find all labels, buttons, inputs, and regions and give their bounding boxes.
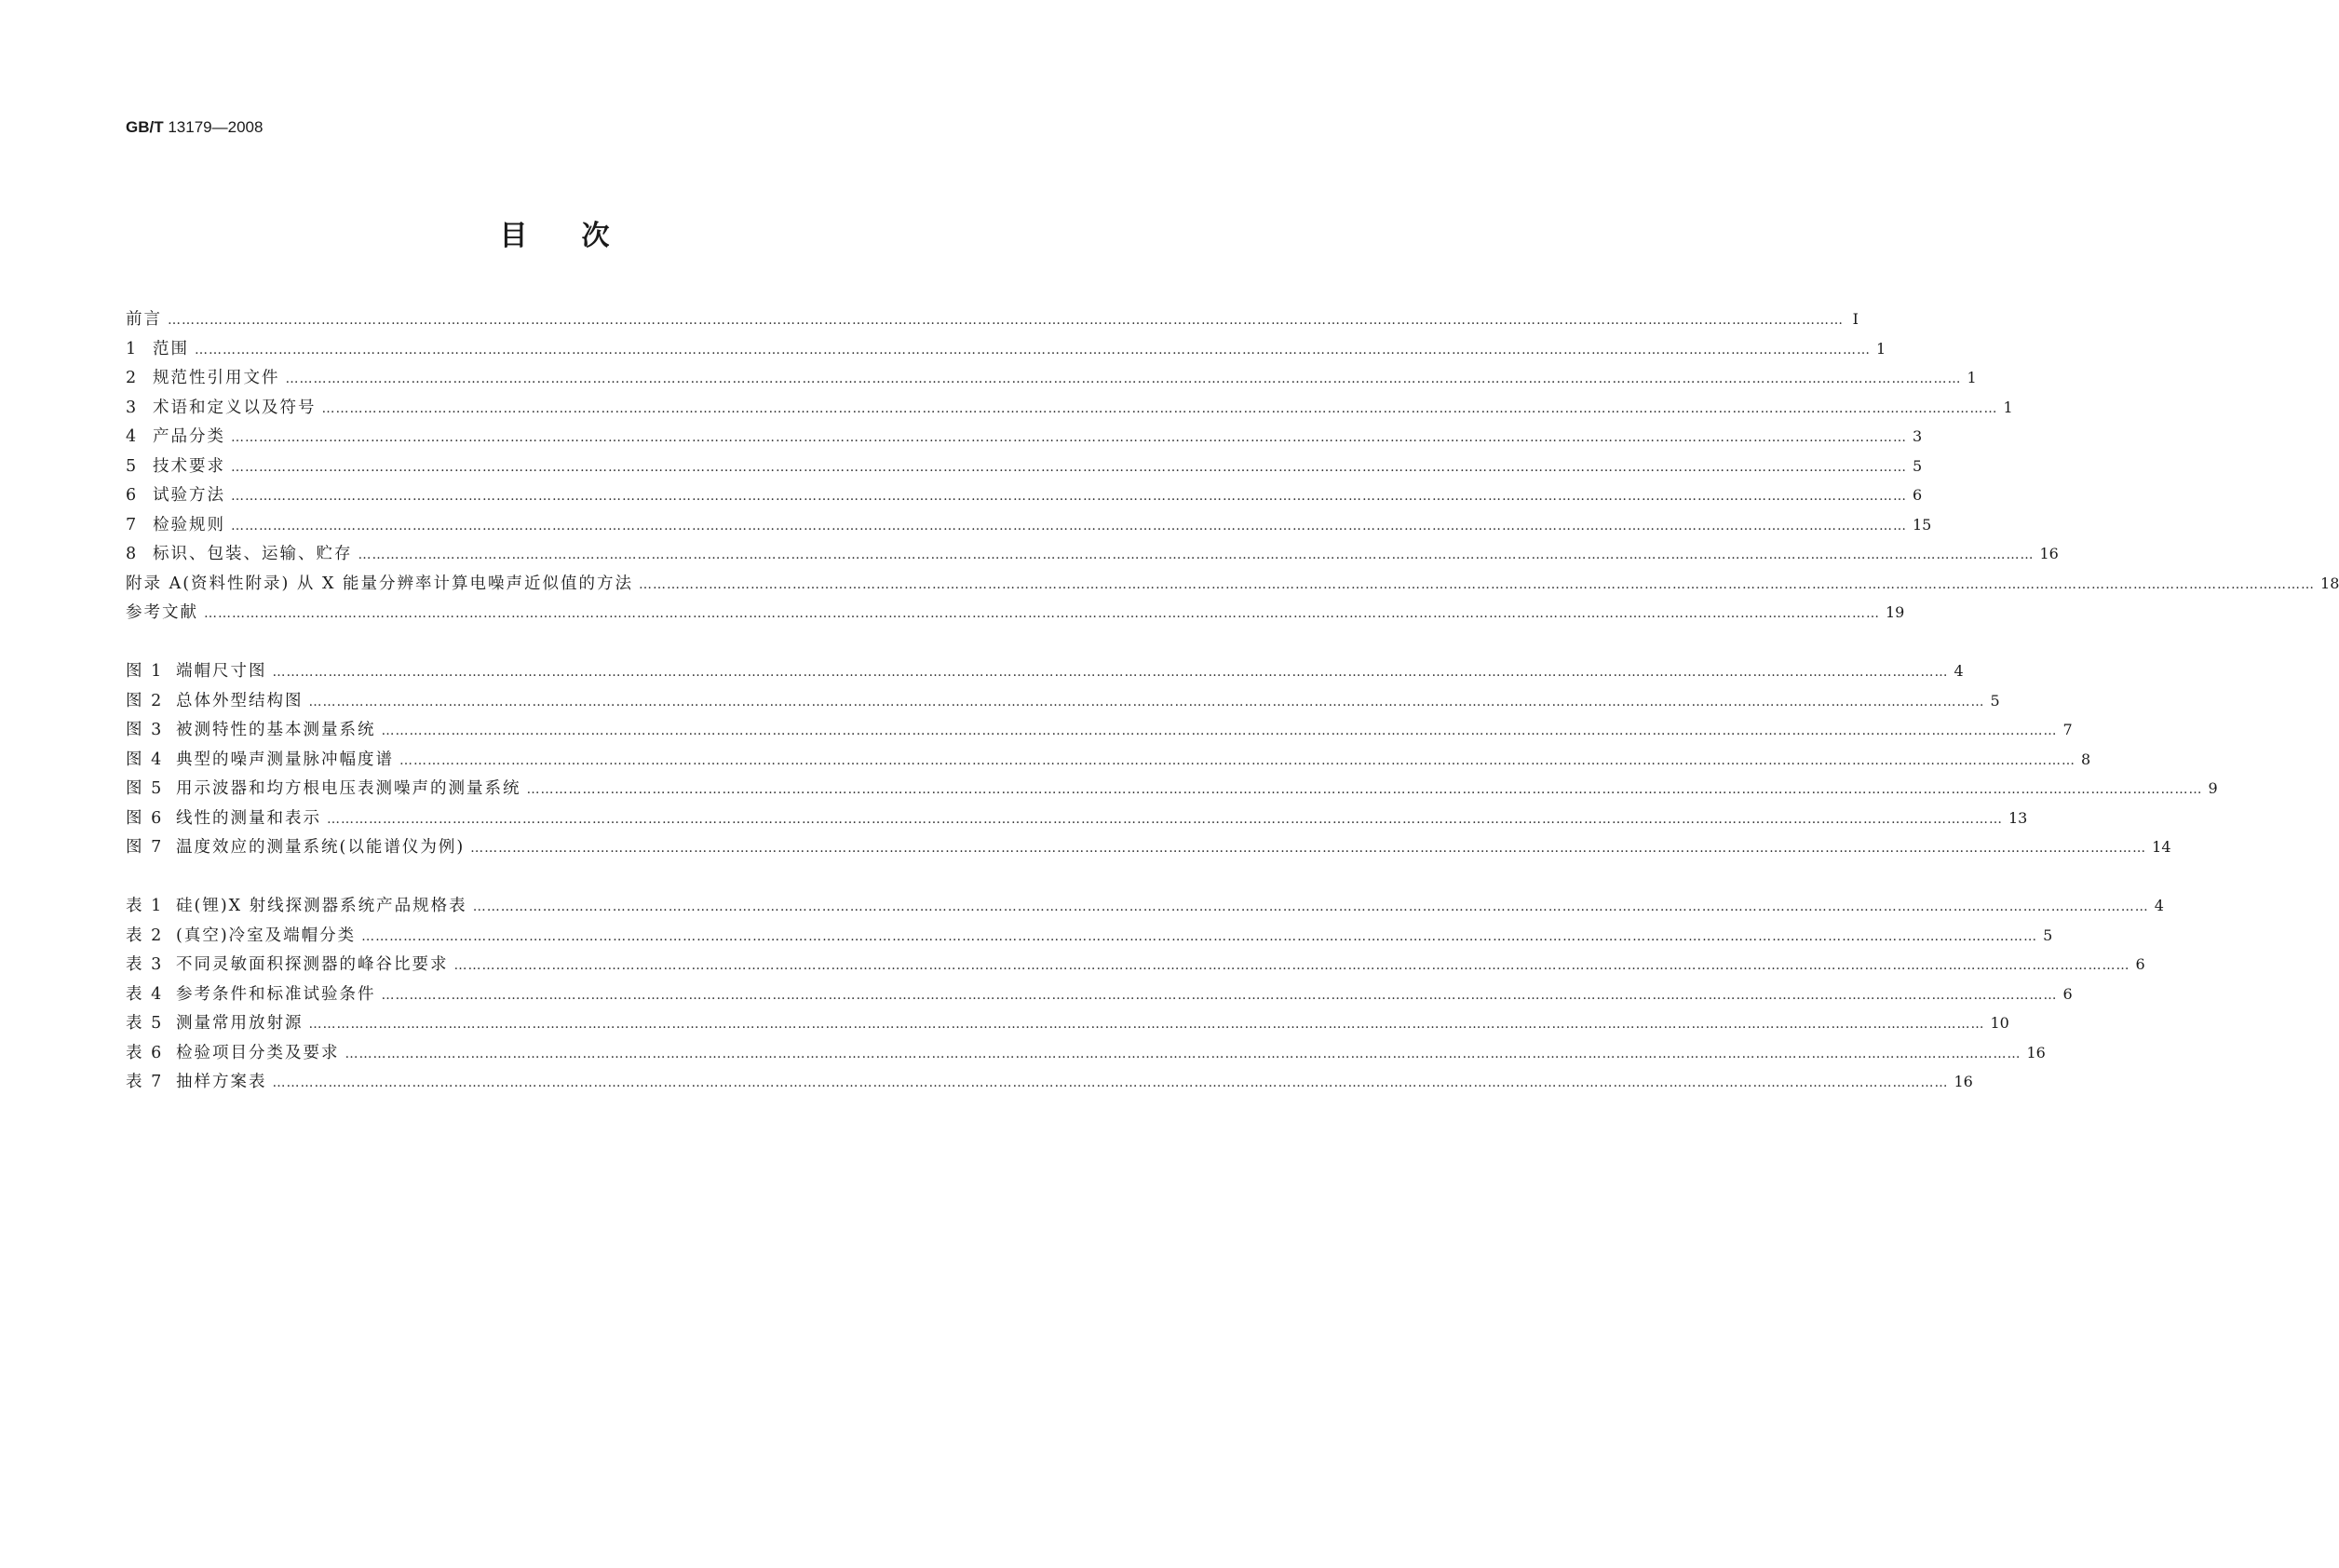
dot-leader: ……………………………………………………………………………………………………………………………………………………………………………………………………………………………………………………………………………………………………………………………… [195, 342, 1871, 358]
toc-entry[interactable] [126, 980, 2073, 1009]
toc-entry[interactable] [126, 656, 1964, 686]
toc-entry-title: 线性的测量和表示 [176, 808, 321, 828]
dot-leader: ……………………………………………………………………………………………………………………………………………………………………………………………………………………………………………………………………………………………………………………………… [168, 313, 1844, 328]
toc-entry-label [126, 804, 321, 834]
toc-entry-title: 参考文献 [126, 603, 198, 622]
toc-entry-number: 表 2 [126, 926, 164, 945]
toc-entry-title: 标识、包装、运输、贮存 [153, 545, 353, 563]
standard-year-number: 13179—2008 [168, 118, 264, 136]
dot-leader: ……………………………………………………………………………………………………………………………………………………………………………………………………………………………………………………………………………………………………………………………… [308, 1017, 1985, 1032]
toc-entry-label [126, 922, 356, 952]
toc-entry-title: 检验项目分类及要求 [176, 1043, 340, 1062]
toc-entry-number: 图 6 [126, 808, 164, 828]
toc-entry-title: 端帽尺寸图 [176, 662, 267, 681]
dot-leader: ……………………………………………………………………………………………………………………………………………………………………………………………………………………………………………………………………………………………………………………………… [204, 606, 1880, 621]
toc-entry-page: 3 [1913, 427, 1923, 445]
dot-leader: ……………………………………………………………………………………………………………………………………………………………………………………………………………………………………………………………………………………………………………………………… [327, 811, 2003, 827]
toc-entry[interactable] [126, 452, 1923, 481]
toc-entry-title: (真空)冷室及端帽分类 [176, 926, 357, 945]
toc-entry-label [126, 746, 394, 776]
toc-entry-title: 抽样方案表 [176, 1073, 267, 1091]
toc-entry-page: 6 [2135, 955, 2145, 973]
dot-leader: ……………………………………………………………………………………………………………………………………………………………………………………………………………………………………………………………………………………………………………………………… [639, 576, 2316, 592]
toc-entry-label [126, 1009, 304, 1039]
toc-entry-number: 图 3 [126, 721, 164, 739]
toc-entry[interactable] [126, 921, 2053, 951]
dot-leader: ……………………………………………………………………………………………………………………………………………………………………………………………………………………………………………………………………………………………………………………………… [321, 400, 1998, 416]
toc-entry-page: 10 [1990, 1014, 2009, 1032]
toc-entry-title: 硅(锂)X 射线探测器系统产品规格表 [176, 897, 467, 915]
toc-entry[interactable] [126, 1038, 2046, 1068]
toc-entry-page: 6 [1913, 486, 1923, 504]
toc-entry-page: 5 [2043, 926, 2053, 944]
toc-entry-number: 表 4 [126, 984, 164, 1004]
dot-leader: ……………………………………………………………………………………………………………………………………………………………………………………………………………………………………………………………………………………………………………………………… [231, 430, 1907, 445]
dot-leader: ……………………………………………………………………………………………………………………………………………………………………………………………………………………………………………………………………………………………………………………………… [526, 782, 2203, 797]
dot-leader: ……………………………………………………………………………………………………………………………………………………………………………………………………………………………………………………………………………………………………………………………… [272, 1075, 1949, 1090]
toc-entry-number: 7 [126, 515, 139, 534]
dot-leader: ……………………………………………………………………………………………………………………………………………………………………………………………………………………………………………………………………………………………………………………………… [361, 928, 2038, 944]
toc-figures-section [126, 656, 2218, 862]
toc-entry-page: 14 [2152, 838, 2171, 856]
toc-entry-number: 图 5 [126, 779, 164, 798]
toc-entry-label [126, 364, 280, 394]
toc-entry-number: 图 1 [126, 662, 164, 681]
toc-entry-title: 产品分类 [153, 427, 225, 446]
toc-entry-label [126, 481, 225, 511]
toc-entry-page: 8 [2081, 750, 2091, 768]
toc-entry-page: 9 [2208, 779, 2218, 797]
toc-entry-label [126, 335, 189, 365]
toc-entry-label [126, 599, 198, 629]
toc-entry-title: 规范性引用文件 [153, 369, 280, 387]
toc-entry-label [126, 570, 633, 600]
toc-entry-number: 表 1 [126, 897, 164, 915]
toc-entry-page: 16 [2039, 545, 2059, 562]
toc-entry-page: 15 [1913, 515, 1932, 534]
dot-leader: ……………………………………………………………………………………………………………………………………………………………………………………………………………………………………………………………………………………………………………………………… [345, 1046, 2021, 1061]
toc-entry-label [126, 1068, 267, 1098]
standard-code: GB/T [126, 118, 164, 136]
toc-entry-page: 6 [2062, 984, 2073, 1003]
toc-entry-label [126, 423, 225, 453]
dot-leader: ……………………………………………………………………………………………………………………………………………………………………………………………………………………………………………………………………………………………………………………………… [381, 987, 2058, 1003]
toc-entry-label [126, 980, 376, 1010]
toc-entry-title: 技术要求 [153, 456, 225, 476]
toc-entry[interactable] [126, 950, 2145, 980]
toc-entry-label [126, 394, 317, 424]
toc-entry-title: 参考条件和标准试验条件 [176, 984, 376, 1004]
toc-entry-page: 4 [1954, 662, 1964, 680]
toc-entry[interactable] [126, 422, 1923, 452]
dot-leader: ……………………………………………………………………………………………………………………………………………………………………………………………………………………………………………………………………………………………………………………………… [231, 459, 1907, 475]
toc-entry-number: 1 [126, 339, 139, 358]
toc-entry-page: 1 [1876, 339, 1886, 358]
toc-entry-title: 温度效应的测量系统(以能谱仪为例) [176, 838, 466, 857]
toc-entry[interactable] [126, 745, 2091, 775]
toc-entry-label [126, 775, 521, 804]
toc-entry-number: 表 5 [126, 1014, 164, 1033]
toc-entry-title: 测量常用放射源 [176, 1014, 304, 1033]
toc-entry-number: 6 [126, 486, 139, 505]
toc-entry-number: 图 4 [126, 750, 164, 769]
dot-leader: ……………………………………………………………………………………………………………………………………………………………………………………………………………………………………………………………………………………………………………………………… [470, 841, 2147, 856]
toc-entry-label [126, 305, 162, 335]
toc-entry[interactable] [126, 598, 1905, 628]
toc-entry-title: 前言 [126, 310, 162, 329]
toc-entry-page: 7 [2062, 721, 2073, 738]
toc-entry-page: 16 [2026, 1043, 2046, 1061]
toc-entry-label [126, 687, 304, 717]
toc-entry-number: 4 [126, 427, 139, 446]
toc-entry[interactable] [126, 891, 2164, 921]
toc-entry-label [126, 833, 465, 863]
toc-entry-page: 19 [1886, 603, 1905, 621]
toc-entry[interactable] [126, 539, 2059, 569]
toc-entry-number: 2 [126, 369, 139, 387]
toc-entry[interactable] [126, 715, 2073, 745]
dot-leader: ……………………………………………………………………………………………………………………………………………………………………………………………………………………………………………………………………………………………………………………………… [381, 723, 2058, 738]
toc-entry[interactable] [126, 804, 2028, 833]
toc-figures-list [126, 656, 2218, 862]
toc-entry-title: 试验方法 [153, 486, 225, 505]
toc-entry-title: 典型的噪声测量脉冲幅度谱 [176, 750, 394, 769]
toc-entry[interactable] [126, 1008, 2009, 1038]
dot-leader: ……………………………………………………………………………………………………………………………………………………………………………………………………………………………………………………………………………………………………………………………… [231, 489, 1907, 504]
toc-entry-label [126, 1039, 340, 1069]
dot-leader: ……………………………………………………………………………………………………………………………………………………………………………………………………………………………………………………………………………………………………………………………… [399, 752, 2075, 768]
toc-entry-page: 5 [1913, 456, 1923, 475]
toc-entry[interactable] [126, 569, 2339, 599]
toc-entry-page: 1 [1967, 369, 1977, 386]
toc-entry-label [126, 453, 225, 482]
toc-entry-number: 表 3 [126, 955, 164, 974]
toc-entry[interactable] [126, 304, 1859, 334]
toc-entry-title: 用示波器和均方根电压表测噪声的测量系统 [176, 779, 521, 798]
toc-entry-page: 16 [1954, 1073, 1973, 1090]
toc-entry[interactable] [126, 1067, 1973, 1097]
toc-entry[interactable] [126, 363, 1977, 393]
toc-entry-label [126, 892, 467, 922]
toc-entry-number: 表 6 [126, 1043, 164, 1062]
toc-entry-page: 5 [1990, 691, 2000, 710]
toc-entry[interactable] [126, 334, 1886, 364]
toc-entry-title: 附录 A(资料性附录) 从 X 能量分辨率计算电噪声近似值的方法 [126, 574, 634, 593]
toc-entry-title: 检验规则 [153, 515, 225, 534]
toc-entry-number: 8 [126, 545, 139, 563]
toc-entry-page: 4 [2154, 897, 2164, 914]
toc-main-list [126, 304, 2339, 628]
toc-entry-number: 图 7 [126, 838, 164, 857]
standard-number [126, 118, 263, 137]
dot-leader: ……………………………………………………………………………………………………………………………………………………………………………………………………………………………………………………………………………………………………………………………… [285, 372, 1962, 386]
toc-entry-label [126, 511, 225, 541]
toc-entry-page: Ⅰ [1852, 310, 1859, 328]
toc-entry[interactable] [126, 393, 2013, 423]
dot-leader: ……………………………………………………………………………………………………………………………………………………………………………………………………………………………………………………………………………………………………………………………… [453, 958, 2130, 973]
toc-main-section [126, 304, 2339, 628]
dot-leader: ……………………………………………………………………………………………………………………………………………………………………………………………………………………………………………………………………………………………………………………………… [308, 694, 1985, 710]
toc-entry-number: 3 [126, 398, 139, 417]
toc-entry-label [126, 951, 449, 980]
toc-entry-title: 术语和定义以及符号 [153, 398, 317, 417]
toc-entry-number: 表 7 [126, 1073, 164, 1091]
dot-leader: ……………………………………………………………………………………………………………………………………………………………………………………………………………………………………………………………………………………………………………………………… [472, 899, 2149, 914]
toc-entry[interactable] [126, 480, 1923, 510]
toc-entry-title: 不同灵敏面积探测器的峰谷比要求 [176, 955, 449, 974]
toc-entry-page: 13 [2008, 808, 2028, 827]
toc-tables-section [126, 891, 2164, 1097]
dot-leader: ……………………………………………………………………………………………………………………………………………………………………………………………………………………………………………………………………………………………………………………………… [272, 665, 1949, 680]
toc-entry-title: 范围 [153, 339, 189, 358]
dot-leader: ……………………………………………………………………………………………………………………………………………………………………………………………………………………………………………………………………………………………………………………………… [231, 518, 1907, 534]
toc-entry-title: 总体外型结构图 [176, 691, 304, 710]
toc-entry-label [126, 657, 267, 687]
toc-entry[interactable] [126, 686, 2000, 716]
toc-entry-label [126, 716, 376, 746]
toc-entry-title: 被测特性的基本测量系统 [176, 721, 376, 739]
toc-entry[interactable] [126, 774, 2218, 804]
toc-entry[interactable] [126, 832, 2171, 862]
toc-entry-number: 图 2 [126, 691, 164, 710]
toc-entry-page: 18 [2320, 574, 2339, 592]
page-title: 目次 [499, 220, 664, 252]
toc-entry-label [126, 540, 353, 570]
toc-tables-list [126, 891, 2164, 1097]
toc-entry-page: 1 [2003, 398, 2013, 416]
toc-entry-number: 5 [126, 456, 139, 476]
dot-leader: ……………………………………………………………………………………………………………………………………………………………………………………………………………………………………………………………………………………………………………………………… [358, 547, 2035, 562]
toc-entry[interactable] [126, 510, 1932, 540]
